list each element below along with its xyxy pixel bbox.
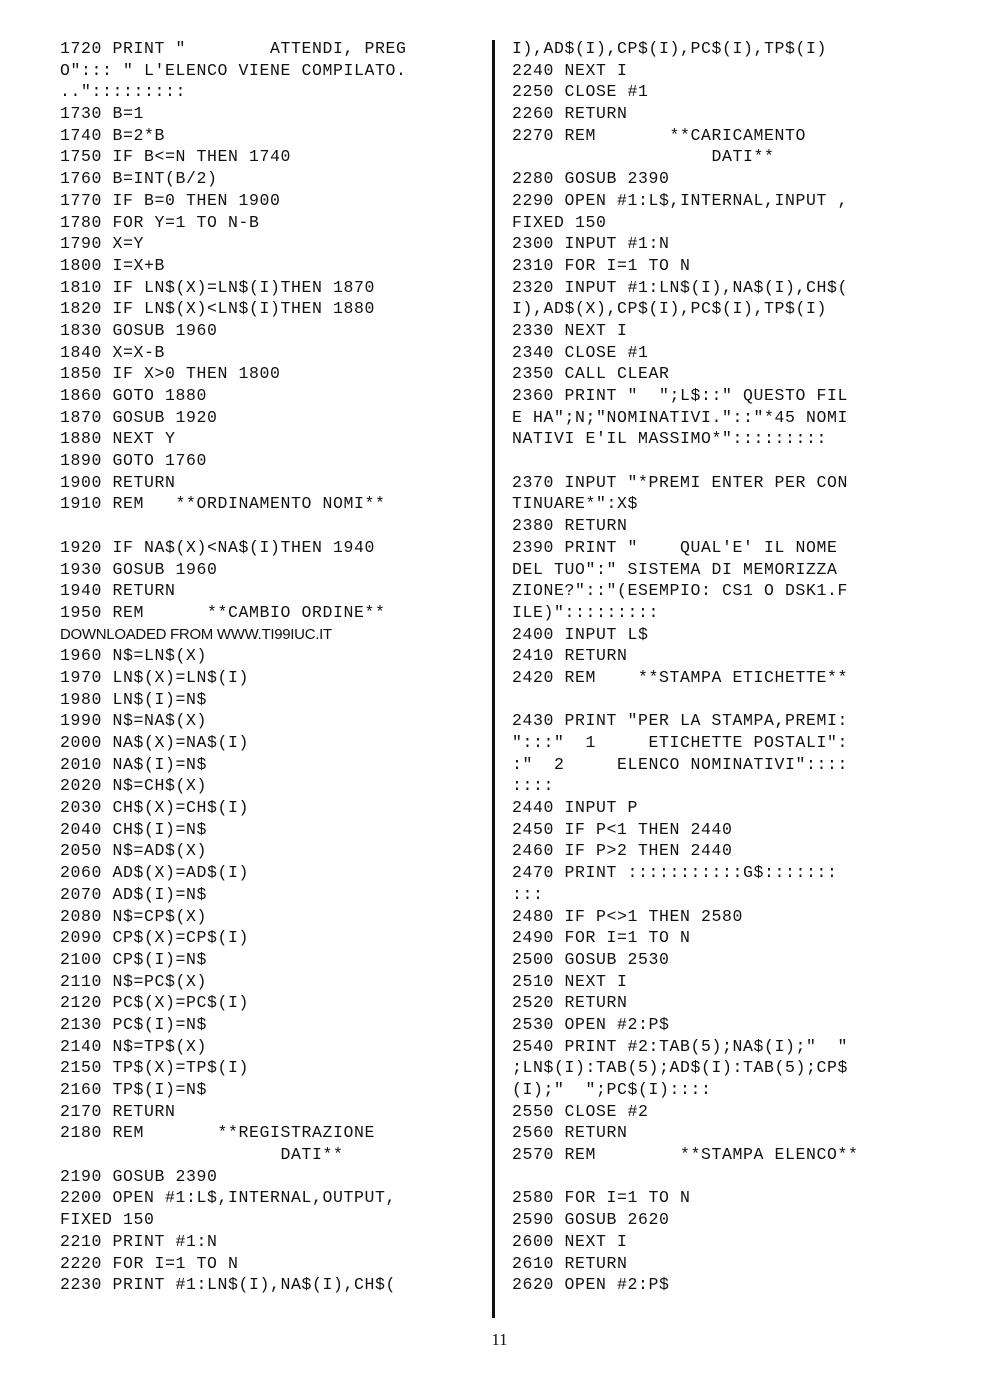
code-line: 1910 REM **ORDINAMENTO NOMI** <box>60 494 386 514</box>
code-line: 2050 N$=AD$(X) <box>60 841 208 861</box>
code-line: 2330 NEXT I <box>512 320 628 340</box>
code-line: 1920 IF NA$(X)<NA$(I)THEN 1940 <box>60 537 376 557</box>
code-line: 2300 INPUT #1:N <box>512 234 670 254</box>
code-line: 2090 CP$(X)=CP$(I) <box>60 928 250 948</box>
code-line: ::: <box>512 884 544 904</box>
code-line: 2260 RETURN <box>512 104 628 124</box>
code-line: I),AD$(I),CP$(I),PC$(I),TP$(I) <box>512 39 828 58</box>
code-line: 1880 NEXT Y <box>60 429 176 449</box>
code-line: 1850 IF X>0 THEN 1800 <box>60 364 281 384</box>
code-line: 1790 X=Y <box>60 234 145 254</box>
code-line: FIXED 150 <box>512 212 607 232</box>
code-line: 2150 TP$(X)=TP$(I) <box>60 1058 250 1078</box>
code-line: 2370 INPUT "*PREMI ENTER PER CON <box>512 472 849 492</box>
code-line: :" 2 ELENCO NOMINATIVI":::: <box>512 754 849 774</box>
code-line: 2140 N$=TP$(X) <box>60 1036 208 1056</box>
code-line: 2600 NEXT I <box>512 1231 628 1251</box>
code-line: 2460 IF P>2 THEN 2440 <box>512 841 733 861</box>
code-line: 2360 PRINT " ";L$::" QUESTO FIL <box>512 386 849 405</box>
code-line: 2580 FOR I=1 TO N <box>512 1188 691 1208</box>
code-line: 2080 N$=CP$(X) <box>60 906 208 926</box>
code-line: 2390 PRINT " QUAL'E' IL NOME <box>512 537 838 557</box>
code-line: 2180 REM **REGISTRAZIONE <box>60 1123 376 1143</box>
code-line: ;LN$(I):TAB(5);AD$(I):TAB(5);CP$ <box>512 1058 849 1078</box>
code-line: 1940 RETURN <box>60 581 176 601</box>
code-line: 2280 GOSUB 2390 <box>512 169 670 189</box>
code-line: 1980 LN$(I)=N$ <box>60 689 208 709</box>
code-line <box>512 1166 942 1188</box>
code-line: 2520 RETURN <box>512 993 628 1013</box>
code-line: 2470 PRINT :::::::::::G$::::::: <box>512 863 838 883</box>
code-line: DATI** <box>512 147 775 167</box>
code-line: I),AD$(X),CP$(I),PC$(I),TP$(I) <box>512 299 828 319</box>
code-line: 1860 GOTO 1880 <box>60 386 208 405</box>
code-line: 1750 IF B<=N THEN 1740 <box>60 147 292 167</box>
code-line: 2240 NEXT I <box>512 60 628 80</box>
code-line: 1830 GOSUB 1960 <box>60 320 218 340</box>
code-line: 1760 B=INT(B/2) <box>60 169 218 189</box>
code-line: 2560 RETURN <box>512 1123 628 1143</box>
code-line: 1780 FOR Y=1 TO N-B <box>60 212 260 232</box>
code-line: 2110 N$=PC$(X) <box>60 971 208 991</box>
code-line: 2400 INPUT L$ <box>512 624 649 644</box>
code-line: 1870 GOSUB 1920 <box>60 407 218 427</box>
code-line: :::: <box>512 776 555 796</box>
code-line <box>60 515 485 537</box>
code-line: DEL TUO":" SISTEMA DI MEMORIZZA <box>512 559 838 579</box>
code-line: NATIVI E'IL MASSIMO*"::::::::: <box>512 429 828 449</box>
code-line: 2000 NA$(X)=NA$(I) <box>60 733 250 752</box>
code-line: 2590 GOSUB 2620 <box>512 1210 670 1230</box>
code-line: 1960 N$=LN$(X) <box>60 646 208 666</box>
code-line: 2310 FOR I=1 TO N <box>512 255 691 275</box>
code-line: 2320 INPUT #1:LN$(I),NA$(I),CH$( <box>512 277 849 297</box>
code-line: E HA";N;"NOMINATIVI."::"*45 NOMI <box>512 407 849 427</box>
code-line: 2500 GOSUB 2530 <box>512 949 670 969</box>
code-line: 1900 RETURN <box>60 472 176 492</box>
code-line: TINUARE*":X$ <box>512 494 639 514</box>
code-line: 1720 PRINT " ATTENDI, PREG <box>60 39 407 58</box>
code-line <box>512 450 942 472</box>
code-line: 2020 N$=CH$(X) <box>60 776 208 796</box>
code-line: 2380 RETURN <box>512 516 628 536</box>
code-line: 2410 RETURN <box>512 646 628 666</box>
code-line: .."::::::::: <box>60 82 187 102</box>
code-line: 1820 IF LN$(X)<LN$(I)THEN 1880 <box>60 299 376 319</box>
code-line <box>512 689 942 711</box>
code-line: 2270 REM **CARICAMENTO <box>512 125 807 145</box>
left-code-column <box>60 38 485 1296</box>
code-line: 2190 GOSUB 2390 <box>60 1166 218 1186</box>
code-line: 1810 IF LN$(X)=LN$(I)THEN 1870 <box>60 277 376 297</box>
code-line: 2100 CP$(I)=N$ <box>60 949 208 969</box>
code-line: 2230 PRINT #1:LN$(I),NA$(I),CH$( <box>60 1275 397 1295</box>
code-line: ZIONE?"::"(ESEMPIO: CS1 O DSK1.F <box>512 581 849 601</box>
code-line: 2480 IF P<>1 THEN 2580 <box>512 906 744 926</box>
code-line: 2450 IF P<1 THEN 2440 <box>512 819 733 839</box>
code-line: 1730 B=1 <box>60 104 145 124</box>
code-line: 1930 GOSUB 1960 <box>60 559 218 579</box>
code-line: 2550 CLOSE #2 <box>512 1101 649 1121</box>
code-line: 2120 PC$(X)=PC$(I) <box>60 993 250 1013</box>
page-number: 11 <box>491 1330 508 1349</box>
code-line: 2540 PRINT #2:TAB(5);NA$(I);" " <box>512 1036 849 1056</box>
code-line: 1840 X=X-B <box>60 342 166 362</box>
code-line: 2490 FOR I=1 TO N <box>512 928 691 948</box>
code-line: 1970 LN$(X)=LN$(I) <box>60 667 250 687</box>
code-line: 2160 TP$(I)=N$ <box>60 1080 208 1099</box>
download-notice: DOWNLOADED FROM WWW.TI99IUC.IT <box>60 625 332 643</box>
code-line: 2170 RETURN <box>60 1101 176 1121</box>
code-line: 2440 INPUT P <box>512 798 639 818</box>
code-line: 2340 CLOSE #1 <box>512 342 649 362</box>
code-line: 2570 REM **STAMPA ELENCO** <box>512 1145 859 1165</box>
code-line: 2070 AD$(I)=N$ <box>60 884 208 904</box>
code-line: 2210 PRINT #1:N <box>60 1231 218 1251</box>
code-line: 2250 CLOSE #1 <box>512 82 649 102</box>
code-line: 1770 IF B=0 THEN 1900 <box>60 190 281 210</box>
code-line: FIXED 150 <box>60 1210 155 1230</box>
code-line: 2040 CH$(I)=N$ <box>60 819 208 839</box>
code-line: 2030 CH$(X)=CH$(I) <box>60 798 250 818</box>
code-line: 2290 OPEN #1:L$,INTERNAL,INPUT , <box>512 190 849 210</box>
column-divider <box>492 40 495 1318</box>
code-line: 2130 PC$(I)=N$ <box>60 1014 208 1034</box>
code-line: 1990 N$=NA$(X) <box>60 711 208 731</box>
code-line: 2010 NA$(I)=N$ <box>60 754 208 774</box>
code-line: 2350 CALL CLEAR <box>512 364 670 384</box>
code-line: ":::" 1 ETICHETTE POSTALI": <box>512 733 849 752</box>
code-line: 1800 I=X+B <box>60 255 166 275</box>
code-line: 2510 NEXT I <box>512 971 628 991</box>
code-line: 2220 FOR I=1 TO N <box>60 1253 239 1273</box>
code-line: O"::: " L'ELENCO VIENE COMPILATO. <box>60 60 407 80</box>
code-line: 2530 OPEN #2:P$ <box>512 1014 670 1034</box>
code-line: 2430 PRINT "PER LA STAMPA,PREMI: <box>512 711 849 731</box>
right-code-column <box>512 38 942 1296</box>
code-line: 2420 REM **STAMPA ETICHETTE** <box>512 667 849 687</box>
code-line: (I);" ";PC$(I):::: <box>512 1080 712 1099</box>
code-line: 2610 RETURN <box>512 1253 628 1273</box>
code-line: 2620 OPEN #2:P$ <box>512 1275 670 1295</box>
code-line: DATI** <box>60 1145 344 1165</box>
code-line: 1740 B=2*B <box>60 125 166 145</box>
code-line: 1950 REM **CAMBIO ORDINE** <box>60 602 386 622</box>
code-line: 2200 OPEN #1:L$,INTERNAL,OUTPUT, <box>60 1188 397 1208</box>
code-line: 1890 GOTO 1760 <box>60 451 208 471</box>
code-line: 2060 AD$(X)=AD$(I) <box>60 863 250 883</box>
code-line: ILE)"::::::::: <box>512 602 660 622</box>
